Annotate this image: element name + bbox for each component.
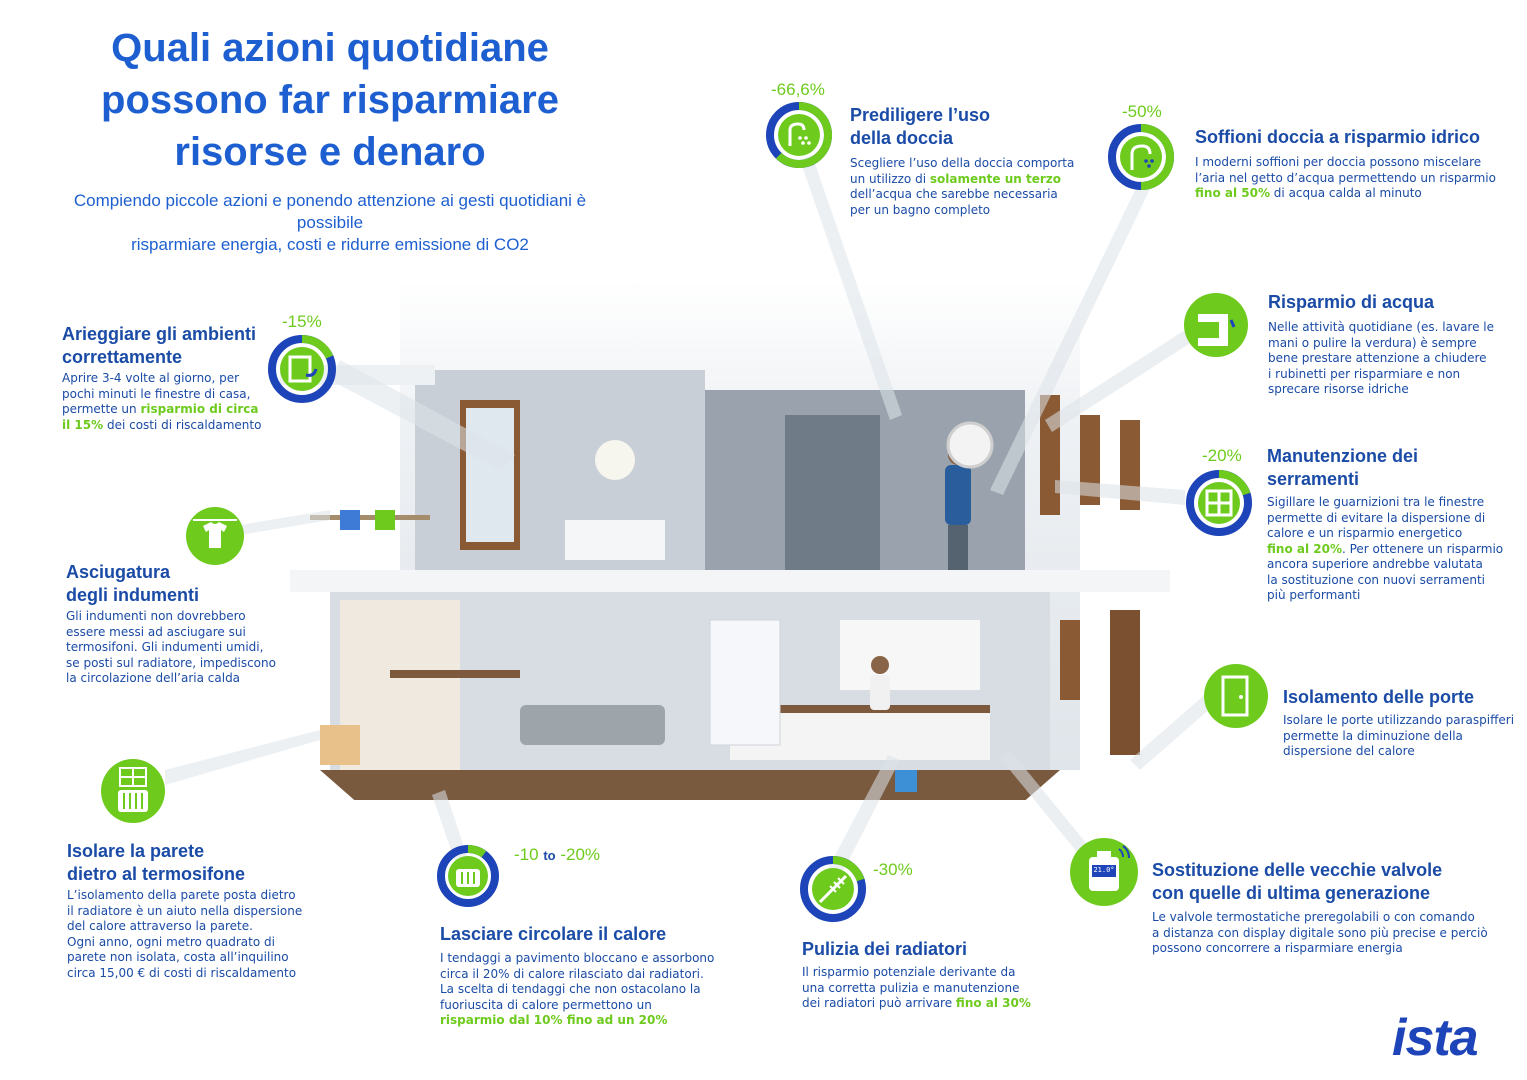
tip-shower-heads-title: Soffioni doccia a risparmio idrico (1195, 127, 1481, 147)
tip-shower-heads (1195, 126, 1515, 202)
body-line: Le valvole termostatiche preregolabili o con comando (1152, 910, 1475, 924)
body-line: dell’acqua che sarebbe necessaria (850, 187, 1058, 201)
tip-heat-circulation (440, 923, 740, 1029)
highlight: risparmio di circa (140, 402, 259, 416)
body-line: ancora superiore andrebbe valutata (1267, 557, 1483, 571)
tip-drying-title (66, 561, 306, 607)
body-line: per un bagno completo (850, 202, 991, 217)
tip-heat-title: Lasciare circolare il calore (440, 924, 667, 944)
tip-wall-title (67, 840, 327, 886)
tip-valve-title (1152, 859, 1492, 905)
body-line: fuoriuscita di calore permettono un (440, 997, 652, 1012)
percent-to-word: to (543, 848, 556, 863)
body-line: termosifoni. Gli indumenti umidi, (66, 640, 264, 654)
body-line: Il risparmio potenziale derivante da (802, 965, 1016, 979)
tip-title-line: con quelle di ultima generazione (1152, 883, 1431, 903)
body-line: Nelle attività quotidiane (es. lavare le (1268, 320, 1495, 334)
tip-title-line: Isolare la parete (67, 841, 205, 861)
body-line: il radiatore è un aiuto nella dispersione (67, 903, 303, 918)
tip-drying (66, 561, 306, 687)
tip-title-line: Asciugatura (66, 562, 171, 582)
tip-window-body (1267, 495, 1522, 604)
body-line: I moderni soffioni per doccia possono miscelare (1195, 155, 1482, 169)
body-line: calore e un risparmio energetico (1267, 526, 1463, 540)
highlight: fino al 20% (1267, 541, 1342, 556)
radiator-wall-icon (100, 758, 166, 824)
body-line: l’aria nel getto d’acqua permettendo un risparmio (1195, 170, 1496, 185)
ista-logo: ista (1392, 1009, 1478, 1067)
window-frame-icon (1186, 470, 1252, 536)
body-line: dei costi di riscaldamento (103, 417, 262, 432)
tip-title-line: Prediligere l’uso (850, 105, 991, 125)
body-line: Sigillare le guarnizioni tra le finestre (1267, 495, 1485, 509)
body-line: a distanza con display digitale sono più precise e perciò (1152, 925, 1488, 940)
percent-from: -10 (514, 845, 539, 864)
body-line: del calore attraverso la parete. (67, 919, 253, 933)
tip-window-maintenance (1267, 445, 1522, 604)
body-line: dei radiatori può arrivare (802, 996, 956, 1010)
heat-circulation-percent (514, 845, 600, 865)
radiator-brush-icon (800, 856, 866, 922)
title-line-3: risorse e denaro (174, 130, 486, 174)
tip-heat-body (440, 951, 740, 1029)
body-line: dispersione del calore (1283, 744, 1415, 758)
tip-ventilation-body (62, 371, 292, 433)
body-line: essere messi ad asciugare sui (66, 624, 246, 639)
tip-ventilation-title (62, 323, 292, 369)
body-line: i rubinetti per risparmiare e non (1268, 366, 1461, 381)
highlight: fino al 50% (1195, 186, 1270, 200)
radiator-icon (437, 845, 499, 907)
shower-percent: -66,6% (771, 80, 825, 99)
body-line: bene prestare attenzione a chiudere (1268, 351, 1487, 365)
tip-wall-body (67, 888, 327, 981)
title-line-1: Quali azioni quotidiane (111, 26, 549, 70)
body-line: . Per ottenere un risparmio (1341, 541, 1504, 556)
tip-title-line: Sostituzione delle vecchie valvole (1152, 860, 1443, 880)
body-line: Ogni anno, ogni metro quadrato di (67, 934, 275, 949)
tip-shower (850, 104, 1110, 218)
shower-icon (766, 102, 832, 168)
body-line: più performanti (1267, 588, 1361, 602)
subtitle-line-2: risparmiare energia, costi e ridurre emissione di CO2 (131, 235, 529, 254)
body-line: I tendaggi a pavimento bloccano e assorbono (440, 951, 715, 965)
body-line: di acqua calda al minuto (1269, 186, 1422, 200)
body-line: circa il 20% di calore rilasciato dai radiatori. (440, 966, 704, 981)
tip-shower-body (850, 156, 1110, 218)
tip-door-title: Isolamento delle porte (1283, 687, 1475, 707)
body-line: permette di evitare la dispersione di (1267, 510, 1486, 525)
tip-door-body (1283, 713, 1523, 760)
highlight: solamente un terzo (929, 171, 1061, 186)
door-icon (1203, 663, 1269, 729)
body-line: se posti sul radiatore, impediscono (66, 655, 276, 670)
body-line: mani o pulire la verdura) è sempre (1268, 335, 1477, 350)
faucet-icon (1183, 292, 1249, 358)
tip-shower-heads-body (1195, 155, 1515, 202)
body-line: parete non isolata, costa all’inquilino (67, 950, 289, 964)
ventilation-percent: -15% (282, 312, 322, 331)
body-line: pochi minuti le finestre di casa, (62, 386, 251, 401)
tip-cleaning-body (802, 965, 1072, 1012)
subtitle-line-1: Compiendo piccole azioni e ponendo attenzione ai gesti quotidiani è possibile (73, 191, 587, 232)
tip-water-body (1268, 320, 1518, 398)
tip-door-insulation (1283, 686, 1523, 760)
shower-head-icon (1108, 124, 1174, 190)
body-line: circa 15,00 € di costi di riscaldamento (67, 965, 297, 980)
tip-water-title: Risparmio di acqua (1268, 292, 1435, 312)
tip-title-line: correttamente (62, 347, 183, 367)
shower-head-percent: -50% (1122, 102, 1162, 121)
tip-valve-replacement (1152, 859, 1492, 957)
tip-title-line: Manutenzione dei (1267, 446, 1419, 466)
body-line: L’isolamento della parete posta dietro (67, 888, 296, 902)
body-line: sprecare risorse idriche (1268, 382, 1409, 396)
tip-shower-title (850, 104, 1110, 150)
shirt-icon (185, 506, 245, 566)
highlight: il 15% (62, 417, 104, 432)
tip-title-line: degli indumenti (66, 585, 199, 605)
tip-cleaning-title: Pulizia dei radiatori (802, 939, 968, 959)
percent-to: -20% (560, 845, 601, 864)
body-line: un utilizzo di (850, 171, 930, 186)
tip-title-line: della doccia (850, 128, 954, 148)
body-line: Aprire 3-4 volte al giorno, per (62, 371, 240, 385)
body-line: permette un (62, 402, 141, 416)
body-line: una corretta pulizia e manutenzione (802, 980, 1020, 995)
tip-ventilation (62, 323, 292, 433)
body-line: possono concorrere a risparmiare energia (1152, 941, 1403, 955)
highlight: risparmio dal 10% fino ad un 20% (440, 1013, 668, 1027)
tip-wall-insulation (67, 840, 327, 981)
body-line: la sostituzione con nuovi serramenti (1267, 572, 1485, 587)
tip-title-line: Arieggiare gli ambienti (62, 324, 257, 344)
valve-display-value: 21.0° (1093, 866, 1115, 874)
body-line: permette la diminuzione della (1283, 728, 1463, 743)
body-line: Isolare le porte utilizzando paraspifferi (1283, 713, 1515, 727)
window-maintenance-percent: -20% (1202, 446, 1242, 465)
tip-radiator-cleaning (802, 938, 1072, 1012)
tip-title-line: serramenti (1267, 469, 1360, 489)
body-line: Gli indumenti non dovrebbero (66, 609, 246, 623)
highlight: fino al 30% (955, 996, 1031, 1010)
tip-window-title (1267, 445, 1522, 491)
body-line: Scegliere l’uso della doccia comporta (850, 156, 1075, 170)
tip-drying-body (66, 609, 306, 687)
body-line: La scelta di tendaggi che non ostacolano la (440, 982, 701, 996)
body-line: la circolazione dell’aria calda (66, 671, 241, 685)
radiator-cleaning-percent: -30% (873, 860, 913, 879)
tip-valve-body (1152, 910, 1492, 957)
tip-title-line: dietro al termosifone (67, 864, 246, 884)
title-line-2: possono far risparmiare (101, 78, 559, 122)
tip-water-saving (1268, 291, 1518, 398)
